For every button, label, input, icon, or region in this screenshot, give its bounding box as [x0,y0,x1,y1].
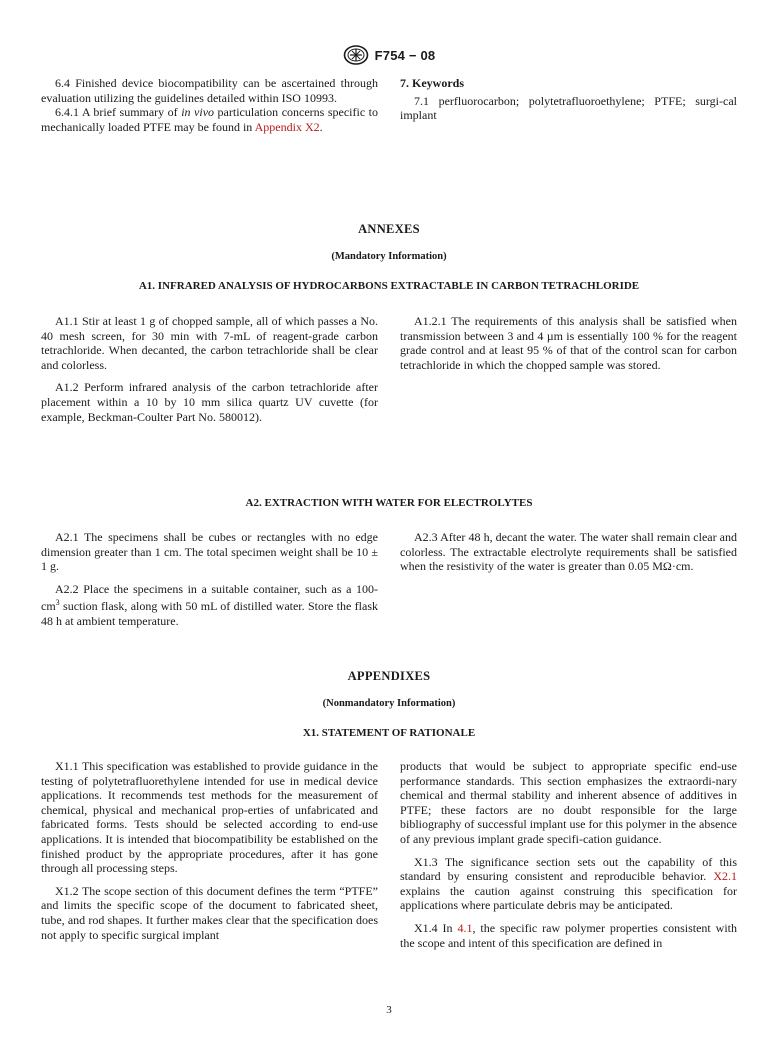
paragraph-x1-2-continued: products that would be subject to appropriate specific end-use performance standards. This section emphasizes the extraordi-nary chemical and thermal stability and inherent absence of additives in PTFE; these factors are no doubt responsible for the large bibliography of successful implant use for this polymer in the absence of any previous implant grade specifi-cation guidance. [400,759,737,846]
paragraph-x1-3: X1.3 The significance section sets out the capability of this standard by ensuring consistent and reproducible behavior. X2.1 explains the caution against construing this specification for applications where particulate debris may be anticipated. [400,854,737,913]
section-4-1-link[interactable]: 4.1 [457,920,473,935]
paragraph-6-4: 6.4 Finished device biocompatibility can be ascertained through evaluation utilizing the guidelines detailed within ISO 10993. [41,76,378,105]
appendix-x1-right [400,759,737,950]
keywords-text: 7.1 perfluorocarbon; polytetrafluoroethylene; PTFE; surgi-cal implant [400,93,737,123]
annexes-subtitle: (Mandatory Information) [331,251,447,262]
section-6-4 [41,76,378,134]
annex-a1-left [41,314,378,424]
superscript-3: 3 [55,598,60,608]
keywords-heading: 7. Keywords [400,76,464,90]
in-vivo-term: in vivo [181,105,215,120]
paragraph-a1-1: A1.1 Stir at least 1 g of chopped sample, all of which passes a No. 40 mesh screen, for 30 min with 7-mL of reagent-grade carbon tetrachloride. When decanted, the carbon tetrachloride shall be clear and colorless. [41,314,378,372]
annex-a1-right [400,314,737,372]
x2-1-link[interactable]: X2.1 [713,869,737,884]
astm-logo-icon [343,45,369,65]
paragraph-a1-2-1: A1.2.1 The requirements of this analysis shall be satisfied when transmission between 3 and 4 µm is essentially 100 % for the reagent grade control and at least 95 % of that of the control scan for carbon tetrachloride in which the chopped sample was stored. [400,314,737,372]
annex-a2-heading: A2. EXTRACTION WITH WATER FOR ELECTROLYTES [245,497,533,509]
document-id: F754 − 08 [374,47,436,63]
paragraph-a2-2: A2.2 Place the specimens in a suitable container, such as a $100-cm^3$ suction flask, along with 50 mL of distilled water. Store the flask 48 h at ambient temperature. [41,581,378,628]
appendixes-subtitle: (Nonmandatory Information) [322,698,456,709]
paragraph-x1-2: X1.2 The scope section of this document defines the term “PTFE” and limits the specific scope of the document to fabricated sheet, tube, and rod shapes. It further makes clear that the specification does not apply to specific surgical implant [41,883,378,942]
annex-a2-right [400,530,737,574]
paragraph-a2-1: A2.1 The specimens shall be cubes or rectangles with no edge dimension greater than 1 cm. The total specimen weight shall be 10 ± 1 g. [41,530,378,574]
paragraph-x1-4: X1.4 In 4.1, the specific raw polymer properties consistent with the scope and intent of this specification are defined in [400,920,738,950]
annex-a1-heading: A1. INFRARED ANALYSIS OF HYDROCARBONS EXTRACTABLE IN CARBON TETRACHLORIDE [138,280,640,292]
appendix-x1-heading: X1. STATEMENT OF RATIONALE [302,727,476,739]
appendix-x1-left [41,759,378,942]
annexes-title: ANNEXES [358,222,420,236]
paragraph-6-4-1: 6.4.1 A brief summary of in vivo particulation concerns specific to mechanically loaded PTFE may be found in Appendix X2. [41,105,378,134]
page-header [0,44,778,66]
section-keywords [400,76,737,123]
annex-a2-left [41,530,378,629]
appendixes-title: APPENDIXES [347,669,431,683]
paragraph-a2-3: A2.3 After 48 h, decant the water. The water shall remain clear and colorless. The extractable electrolyte requirements shall be satisfied when the resistivity of the water is greater than 0.05 MΩ·cm. [400,530,737,574]
appendix-x2-link[interactable]: Appendix X2 [254,119,320,134]
page-number: 3 [386,1004,392,1016]
paragraph-a1-2: A1.2 Perform infrared analysis of the carbon tetrachloride after placement within a 10 by 10 mm silica quartz UV cuvette (for example, Beckman-Coulter Part No. 580012). [41,380,378,424]
paragraph-x1-1: X1.1 This specification was established to provide guidance in the testing of polytetrafluorethylene intended for use in medical device applications. It recommends test methods for the measurement of chemical, physical and mechanical prop-erties of unfabricated and fabricated forms. Tests should be selected according to end-use applications. It is intended that biocompatibility be established on the finished product by the appropriate procedures, after it has gone through all processing steps. [41,759,378,876]
